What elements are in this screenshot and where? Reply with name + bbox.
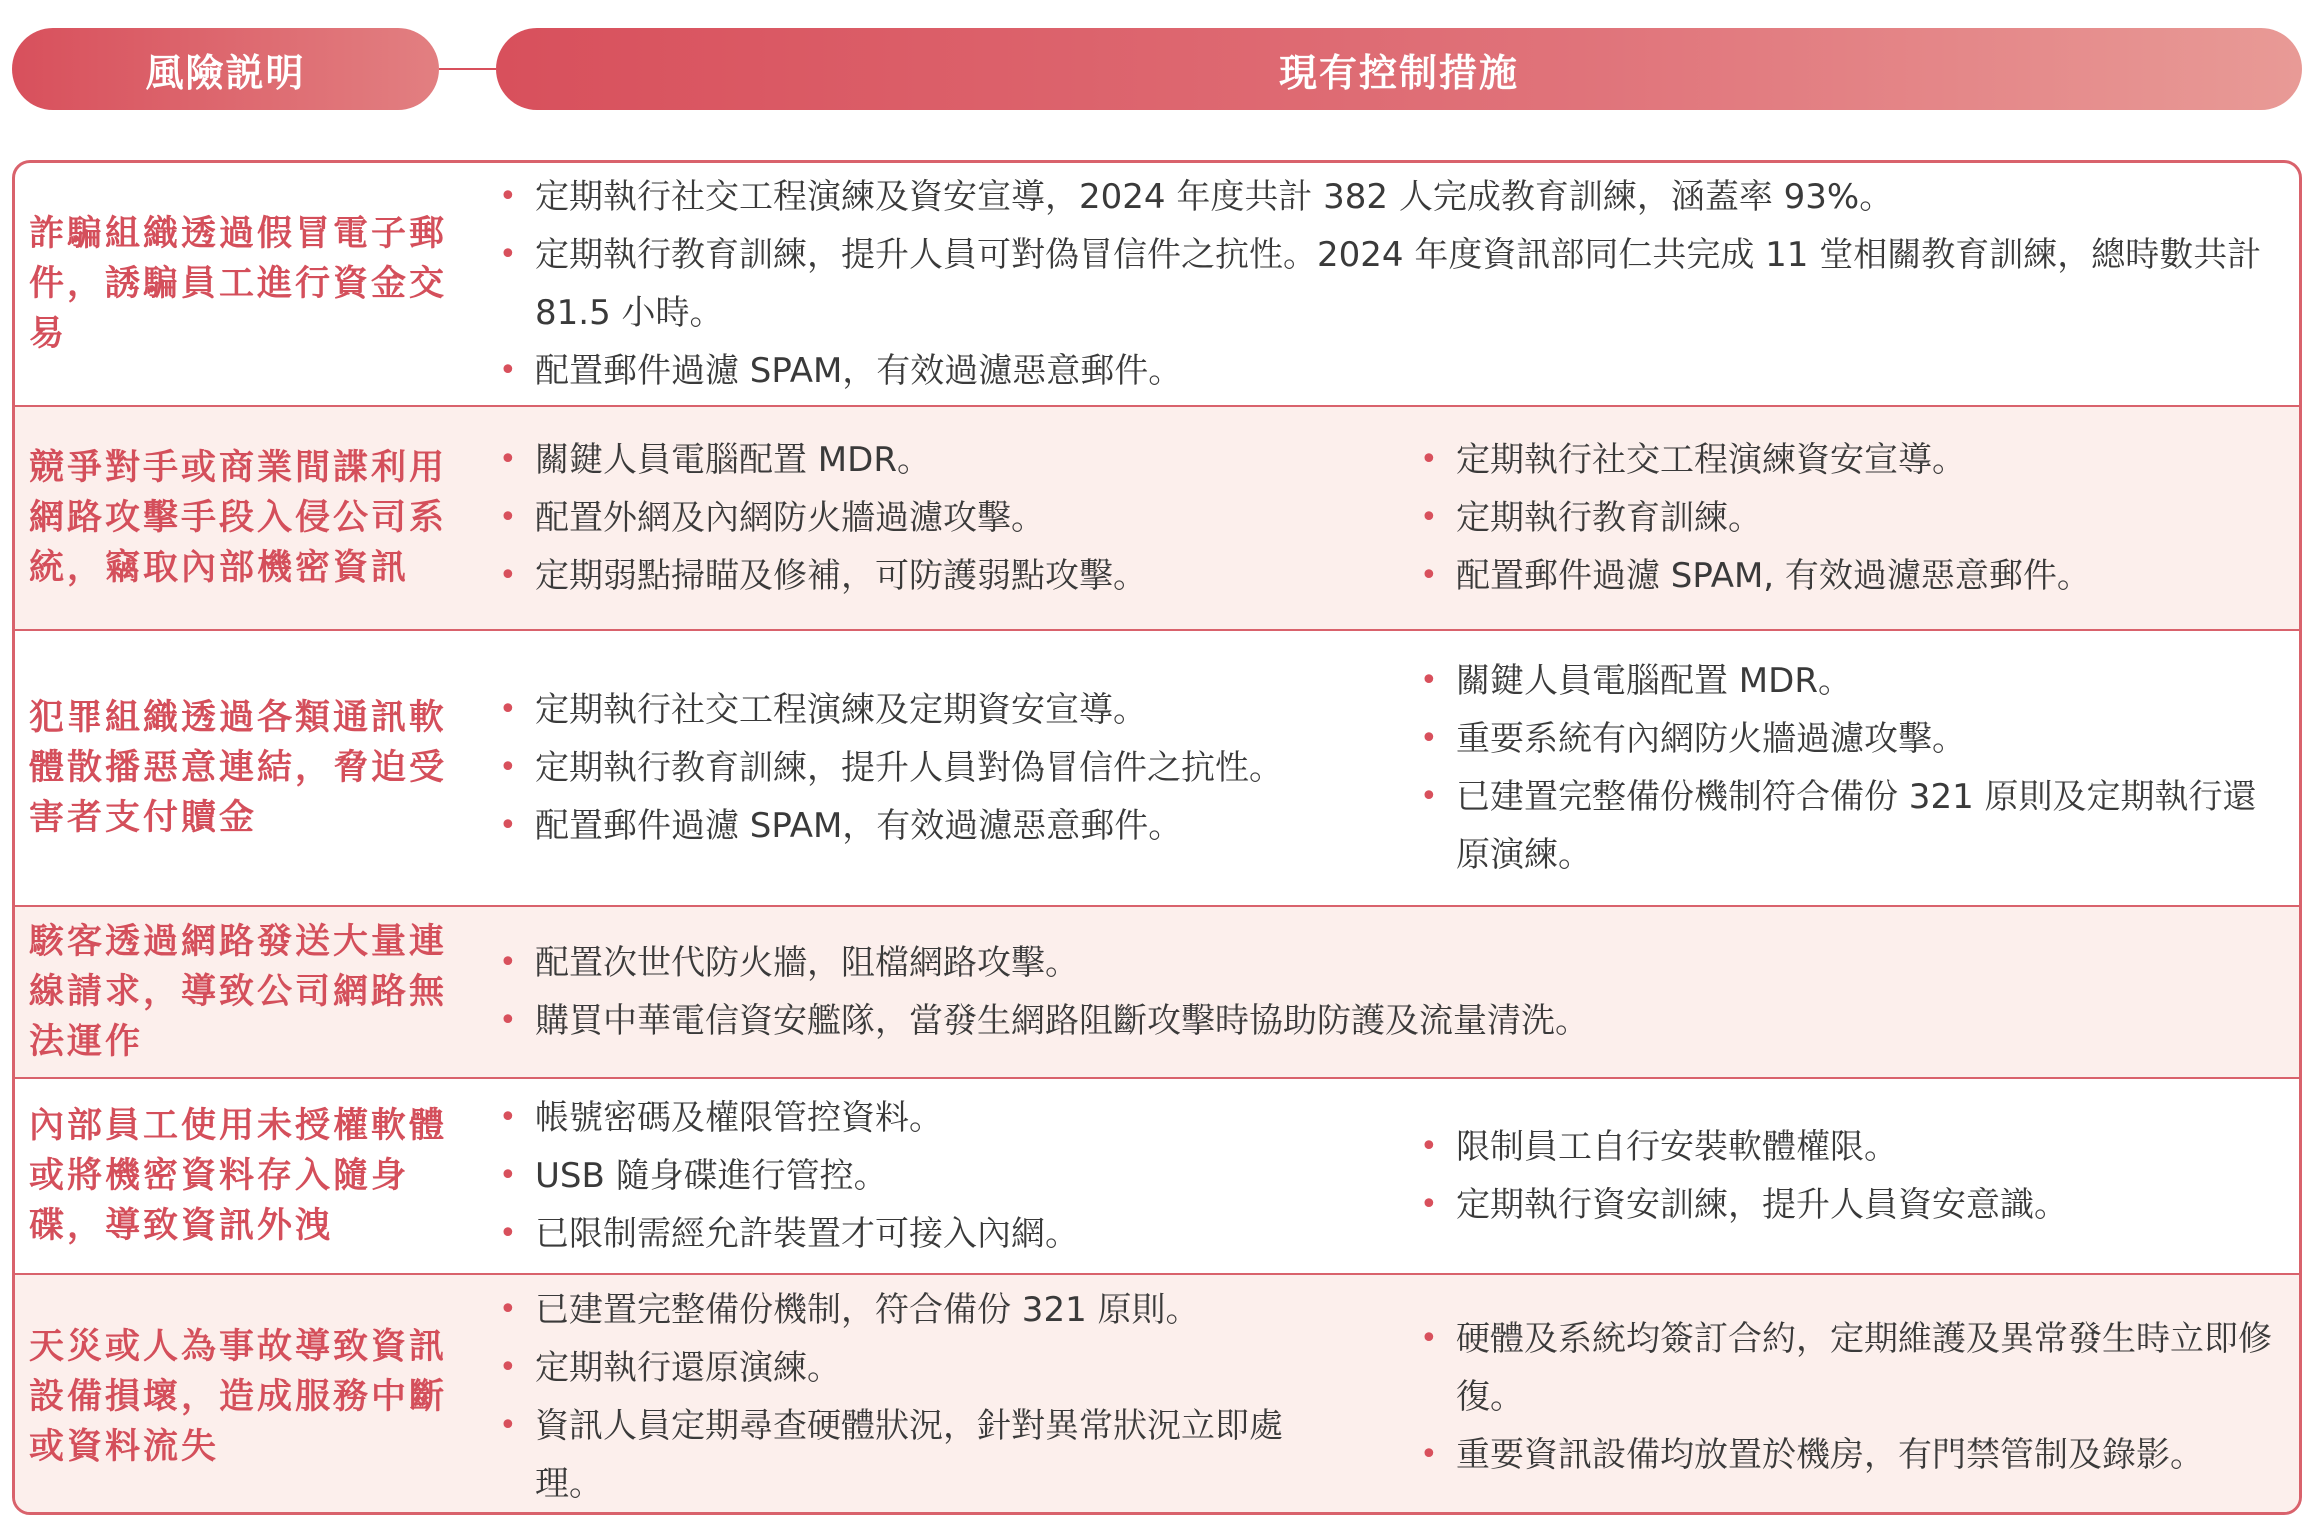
control-item: • 定期弱點掃瞄及修補，可防護弱點攻擊。: [491, 547, 1391, 605]
current-controls-header-label: 現有控制措施: [1278, 50, 1519, 95]
table-row: [15, 163, 2299, 405]
controls-list-right: [1412, 407, 2282, 629]
table-row: [15, 905, 2299, 1077]
risk-text: 天災或人為事故導致資訊設備損壞，造成服務中斷或資料流失: [29, 1326, 448, 1467]
risk-text: 內部員工使用未授權軟體或將機密資料存入隨身碟，導致資訊外洩: [29, 1106, 448, 1246]
control-item: • 定期執行社交工程演練及定期資安宣導。: [491, 681, 1391, 739]
control-item: • 已限制需經允許裝置才可接入內網。: [491, 1205, 1391, 1263]
control-item: • 配置郵件過濾 SPAM，有效過濾惡意郵件。: [491, 797, 1391, 855]
control-item: • USB 隨身碟進行管控。: [491, 1147, 1391, 1205]
header-connector-line: [439, 68, 496, 70]
controls-list-right: [1412, 1079, 2282, 1273]
risk-description: [29, 407, 449, 629]
control-item: • 購買中華電信資安艦隊，當發生網路阻斷攻擊時協助防護及流量清洗。: [491, 992, 2281, 1050]
control-item: • 定期執行還原演練。: [491, 1339, 1311, 1397]
controls-list: [491, 163, 2281, 405]
controls-list-left: [491, 631, 1391, 905]
table-row: [15, 405, 2299, 629]
table-row: [15, 1273, 2299, 1515]
control-item: • 重要系統有內網防火牆過濾攻擊。: [1412, 710, 2282, 768]
control-item: • 資訊人員定期尋查硬體狀況，針對異常狀況立即處理。: [491, 1397, 1311, 1513]
control-item: • 限制員工自行安裝軟體權限。: [1412, 1118, 2282, 1176]
risk-description: [29, 907, 449, 1077]
control-item: • 硬體及系統均簽訂合約，定期維護及異常發生時立即修復。: [1412, 1310, 2282, 1426]
controls-list-left: [491, 407, 1391, 629]
risk-description: [29, 631, 449, 905]
control-item: • 帳號密碼及權限管控資料。: [491, 1089, 1391, 1147]
table-row: [15, 629, 2299, 905]
risk-description-header: [12, 28, 439, 110]
risk-description: [29, 1079, 449, 1273]
table-row: [15, 1077, 2299, 1273]
risk-text: 詐騙組織透過假冒電子郵件，誘騙員工進行資金交易: [29, 214, 448, 354]
control-item: • 定期執行社交工程演練及資安宣導，2024 年度共計 382 人完成教育訓練，涵蓋率 93%。: [491, 168, 2281, 226]
current-controls-header: [496, 28, 2302, 110]
risk-text: 競爭對手或商業間諜利用網路攻擊手段入侵公司系統，竊取內部機密資訊: [29, 448, 448, 588]
control-item: • 配置郵件過濾 SPAM，有效過濾惡意郵件。: [491, 342, 2281, 400]
control-item: • 已建置完整備份機制符合備份 321 原則及定期執行還原演練。: [1412, 768, 2282, 884]
control-item: • 關鍵人員電腦配置 MDR。: [491, 431, 1391, 489]
control-item: • 定期執行資安訓練，提升人員資安意識。: [1412, 1176, 2282, 1234]
control-item: • 重要資訊設備均放置於機房，有門禁管制及錄影。: [1412, 1426, 2282, 1484]
controls-list-left: [491, 1275, 1311, 1515]
risk-description: [29, 163, 449, 405]
control-item: • 配置外網及內網防火牆過濾攻擊。: [491, 489, 1391, 547]
control-item: • 定期執行教育訓練。: [1412, 489, 2282, 547]
controls-list-left: [491, 1079, 1391, 1273]
risk-controls-table: [12, 160, 2302, 1515]
controls-list-right: [1412, 631, 2282, 905]
controls-list: [491, 907, 2281, 1077]
risk-description: [29, 1275, 449, 1515]
control-item: • 定期執行教育訓練，提升人員對偽冒信件之抗性。: [491, 739, 1391, 797]
control-item: • 定期執行社交工程演練資安宣導。: [1412, 431, 2282, 489]
risk-text: 犯罪組織透過各類通訊軟體散播惡意連結，脅迫受害者支付贖金: [29, 698, 448, 838]
control-item: • 配置次世代防火牆，阻檔網路攻擊。: [491, 934, 2281, 992]
control-item: • 定期執行教育訓練，提升人員可對偽冒信件之抗性。2024 年度資訊部同仁共完成 11 堂相關教育訓練，總時數共計 81.5 小時。: [491, 226, 2281, 342]
controls-list-right: [1412, 1275, 2282, 1515]
control-item: • 配置郵件過濾 SPAM, 有效過濾惡意郵件。: [1412, 547, 2282, 605]
risk-text: 駭客透過網路發送大量連線請求，導致公司網路無法運作: [29, 922, 448, 1062]
risk-description-header-label: 風險説明: [145, 50, 306, 95]
control-item: • 關鍵人員電腦配置 MDR。: [1412, 652, 2282, 710]
control-item: • 已建置完整備份機制，符合備份 321 原則。: [491, 1281, 1311, 1339]
